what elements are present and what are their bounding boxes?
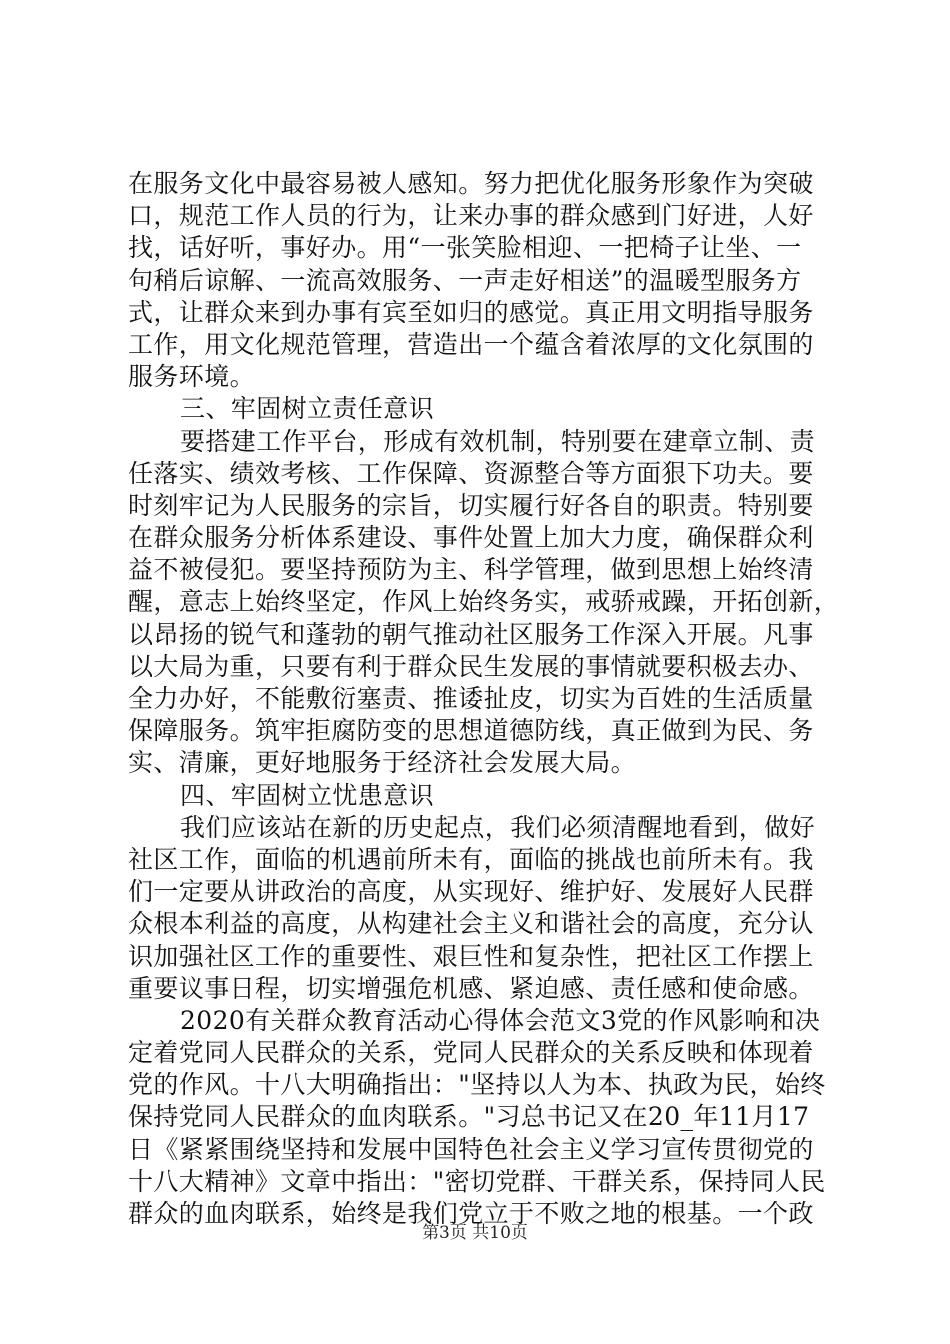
text-line: 找，话好听，事好办。用“一张笑脸相迎、一把椅子让坐、一 xyxy=(128,233,802,263)
text-line: 工作，用文化规范管理，营造出一个蕴含着浓厚的文化氛围的 xyxy=(128,329,814,359)
text-line: 在群众服务分析体系建设、事件处置上加大力度，确保群众利 xyxy=(128,523,814,553)
text-line: 句稍后谅解、一流高效服务、一声走好相送”的温暖型服务方 xyxy=(128,265,802,295)
text-line: 重要议事日程，切实增强危机感、紧迫感、责任感和使命感。 xyxy=(128,973,814,1003)
text-line: 式，让群众来到办事有宾至如归的感觉。真正用文明指导服务 xyxy=(128,297,814,327)
section-heading: 四、牢固树立忧患意识 xyxy=(180,780,435,810)
page-number-footer: 第3页 共10页 xyxy=(422,1223,528,1243)
text-line: 2020有关群众教育活动心得体会范文3党的作风影响和决 xyxy=(180,1005,821,1035)
text-line: 醒，意志上始终坚定，作风上始终务实，戒骄戒躁，开拓创新， xyxy=(128,587,840,617)
text-line: 我们应该站在新的历史起点，我们必须清醒地看到，做好 xyxy=(180,812,816,842)
document-body xyxy=(128,168,840,1230)
text-line: 保障服务。筑牢拒腐防变的思想道德防线，真正做到为民、务 xyxy=(128,716,814,746)
text-line: 识加强社区工作的重要性、艰巨性和复杂性，把社区工作摆上 xyxy=(128,941,814,971)
text-line: 时刻牢记为人民服务的宗旨，切实履行好各自的职责。特别要 xyxy=(128,490,814,520)
text-line: 群众的血肉联系，始终是我们党立于不败之地的根基。一个政 xyxy=(128,1199,814,1228)
section-heading: 三、牢固树立责任意识 xyxy=(180,394,435,424)
text-line: 们一定要从讲政治的高度，从实现好、维护好、发展好人民群 xyxy=(128,877,814,907)
text-line: 在服务文化中最容易被人感知。努力把优化服务形象作为突破 xyxy=(128,169,814,198)
text-line: 社区工作，面临的机遇前所未有，面临的挑战也前所未有。我 xyxy=(128,844,814,874)
text-line: 众根本利益的高度，从构建社会主义和谐社会的高度，充分认 xyxy=(128,909,814,939)
text-line: 以大局为重，只要有利于群众民生发展的事情就要积极去办、 xyxy=(128,651,814,681)
text-line: 益不被侵犯。要坚持预防为主、科学管理，做到思想上始终清 xyxy=(128,555,814,585)
text-line: 保持党同人民群众的血肉联系。"习总书记又在20_年11月17 xyxy=(128,1102,810,1132)
text-line: 要搭建工作平台，形成有效机制，特别要在建章立制、责 xyxy=(180,426,816,456)
text-line: 口，规范工作人员的行为，让来办事的群众感到门好进，人好 xyxy=(128,201,814,231)
text-line: 全力办好，不能敷衍塞责、推诿扯皮，切实为百姓的生活质量 xyxy=(128,684,814,713)
text-line: 日《紧紧围绕坚持和发展中国特色社会主义学习宣传贯彻党的 xyxy=(128,1134,814,1164)
text-line: 实、清廉，更好地服务于经济社会发展大局。 xyxy=(128,748,637,778)
text-line: 党的作风。十八大明确指出："坚持以人为本、执政为民，始终 xyxy=(128,1070,826,1100)
text-line: 定着党同人民群众的关系，党同人民群众的关系反映和体现着 xyxy=(128,1038,814,1068)
text-line: 十八大精神》文章中指出："密切党群、干群关系，保持同人民 xyxy=(128,1166,826,1196)
text-line: 任落实、绩效考核、工作保障、资源整合等方面狠下功夫。要 xyxy=(128,458,814,488)
text-line: 以昂扬的锐气和蓬勃的朝气推动社区服务工作深入开展。凡事 xyxy=(128,619,814,649)
text-line: 服务环境。 xyxy=(128,362,256,392)
